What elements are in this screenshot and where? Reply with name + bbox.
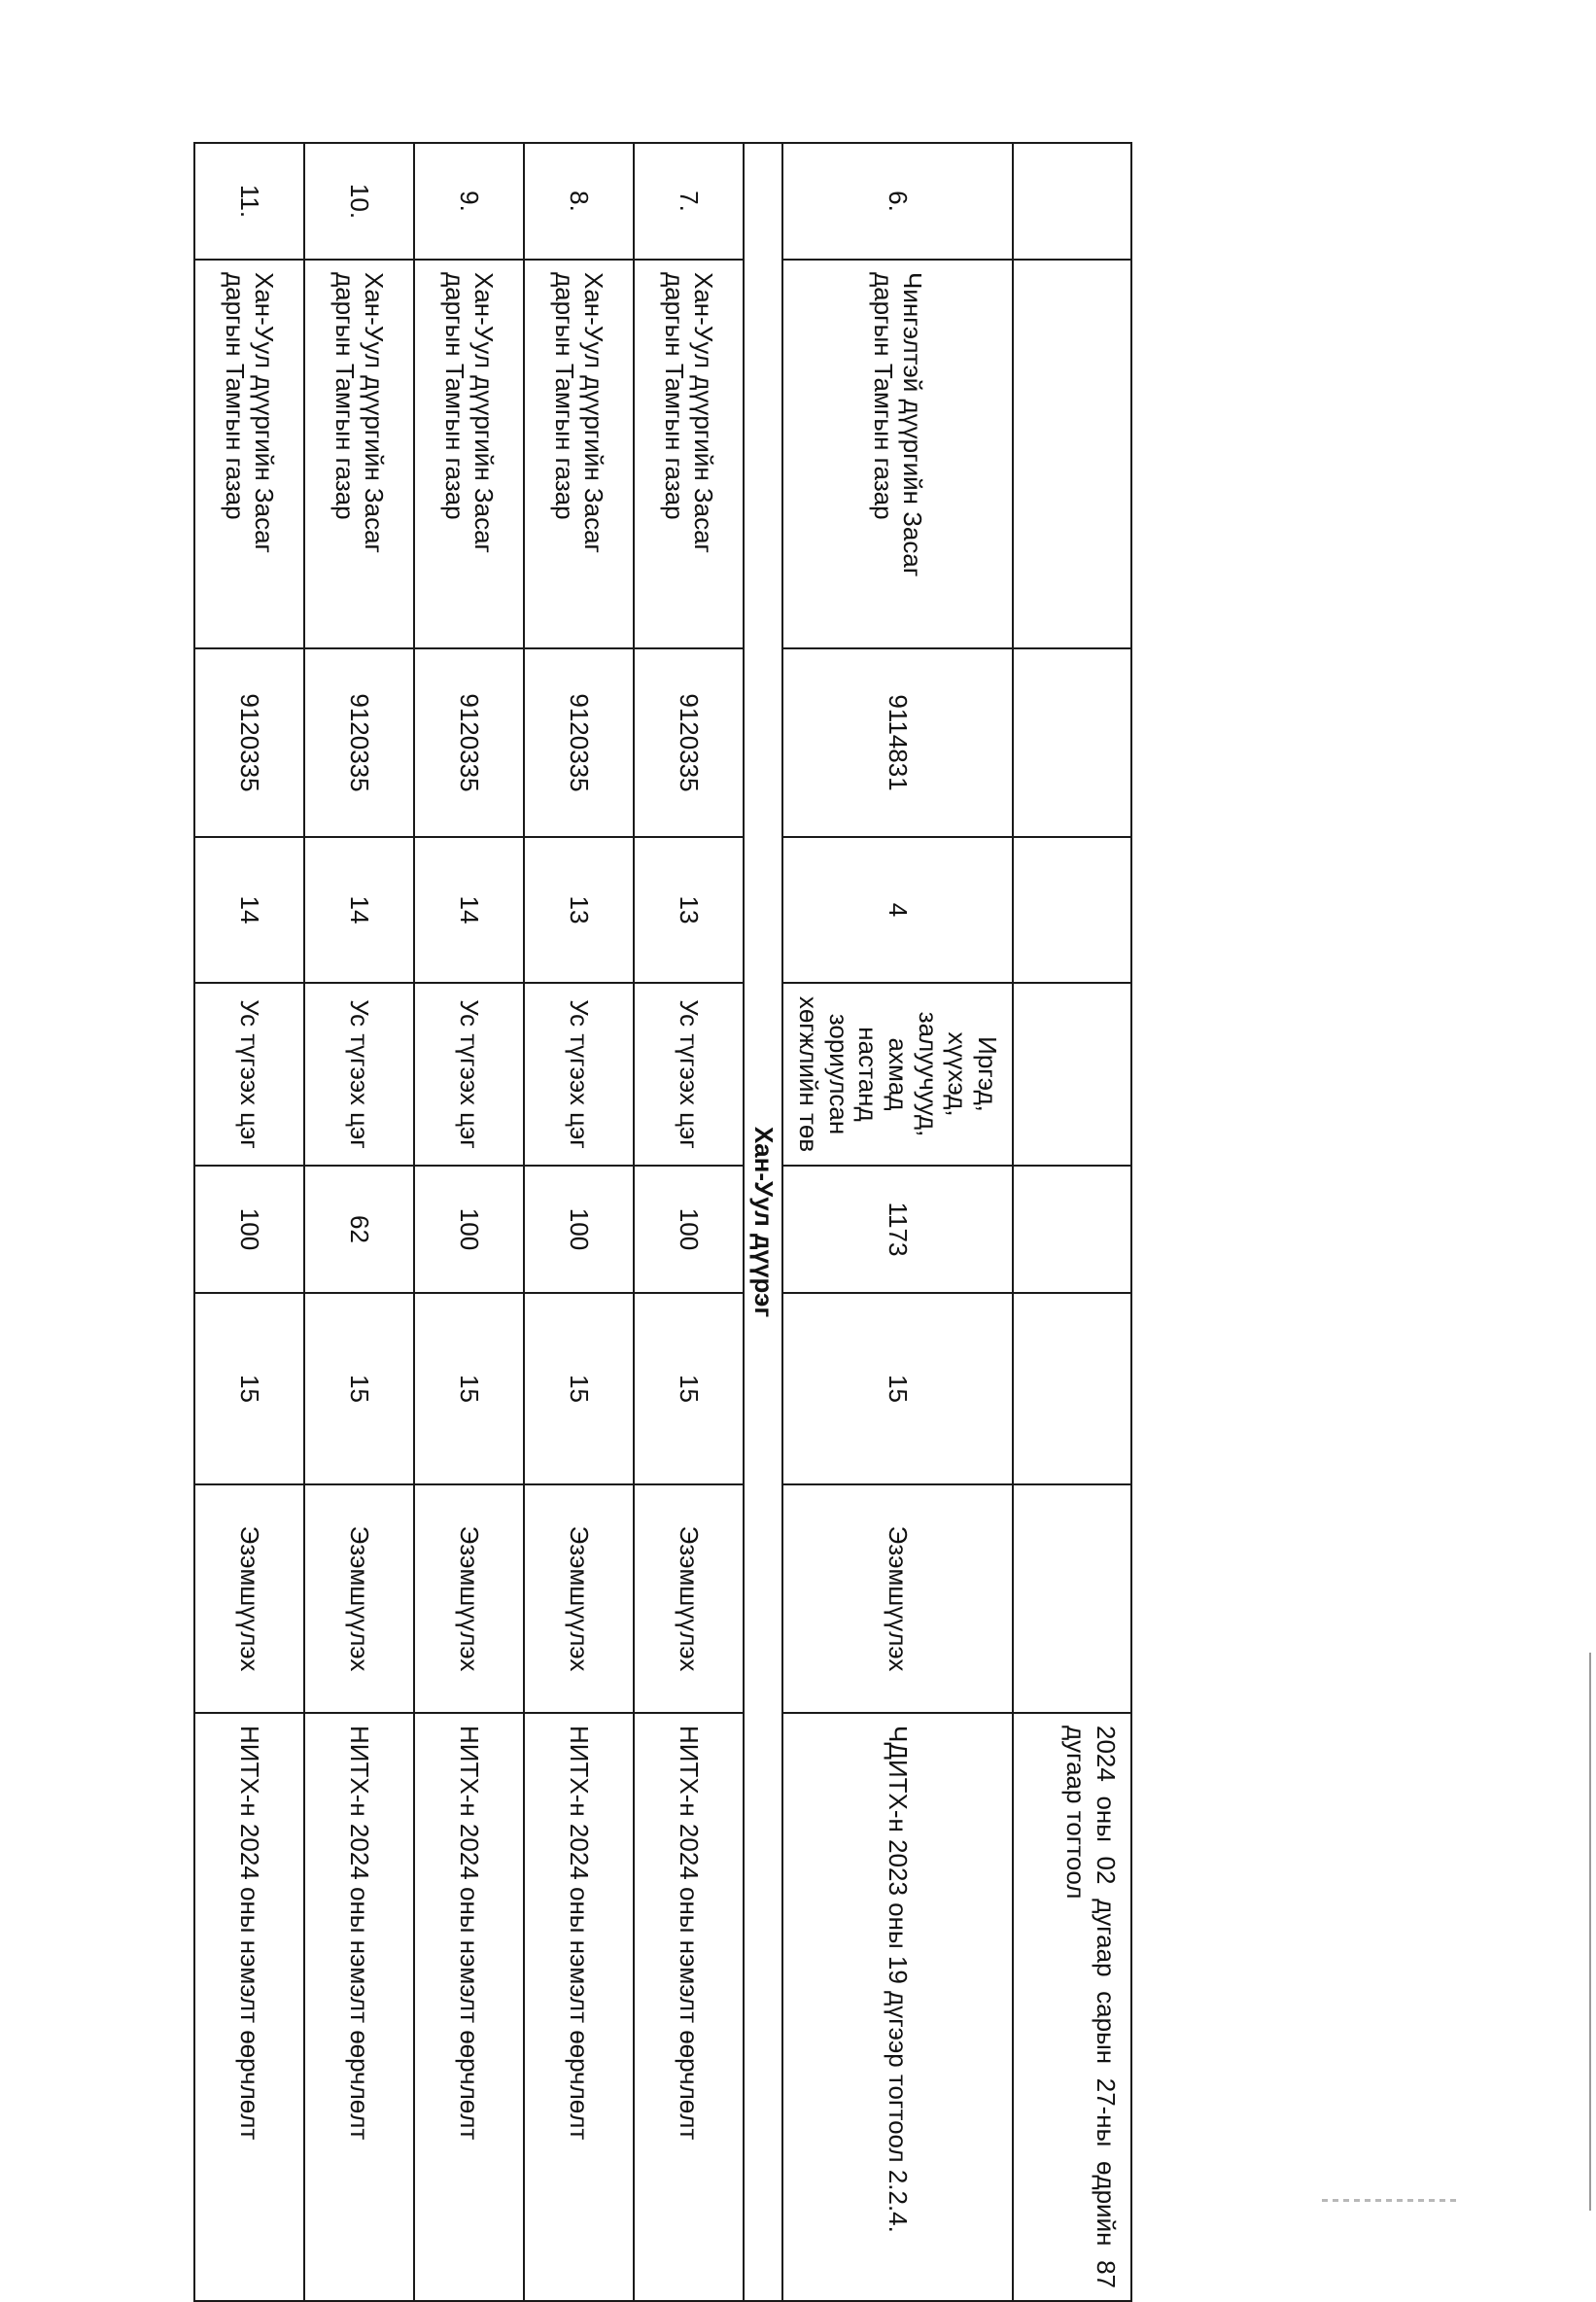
table-row (414, 143, 524, 2301)
cell-decision: ЧДИТХ-н 2023 оны 19 дүгээр тогтоол 2.2.4. (782, 1713, 1013, 2301)
cell-organization: Хан-Уул дүүргийн Засаг даргын Тамгын газар (194, 260, 304, 648)
cell-no: 9. (414, 143, 524, 260)
cell-register: 9120335 (194, 648, 304, 837)
cell-decision: НИТХ-н 2024 оны нэмэлт өөрчлөлт (304, 1713, 414, 2301)
cell-decision: 2024 оны 02 дугаар сарын 27-ны өдрийн 87 дугаар тогтоол (1013, 1713, 1131, 2301)
cell-purpose: Ус түгээх цэг (524, 983, 634, 1166)
cell-register: 9120335 (414, 648, 524, 837)
table-row (304, 143, 414, 2301)
cell-decision: НИТХ-н 2024 оны нэмэлт өөрчлөлт (414, 1713, 524, 2301)
cell-register: 9120335 (524, 648, 634, 837)
cell-no: 6. (782, 143, 1013, 260)
cell-organization: Чингэлтэй дүүргийн Засаг даргын Тамгын газар (782, 260, 1013, 648)
cell-area: 100 (524, 1166, 634, 1293)
table-row (634, 143, 744, 2301)
cell-no: 10. (304, 143, 414, 260)
cell-code: 13 (524, 837, 634, 983)
cell-purpose: Ус түгээх цэг (194, 983, 304, 1166)
cell-code: 13 (634, 837, 744, 983)
cell-code: 14 (194, 837, 304, 983)
cell-years: 15 (194, 1293, 304, 1484)
cell-decision: НИТХ-н 2024 оны нэмэлт өөрчлөлт (524, 1713, 634, 2301)
cell-no: 7. (634, 143, 744, 260)
cell-organization: Хан-Уул дүүргийн Засаг даргын Тамгын газар (524, 260, 634, 648)
cell-right: Эзэмшүүлэх (634, 1484, 744, 1713)
cell-organization: Хан-Уул дүүргийн Засаг даргын Тамгын газар (634, 260, 744, 648)
cell-area (1013, 1166, 1131, 1293)
scan-artifact (1322, 2199, 1458, 2202)
cell-purpose: Ус түгээх цэг (304, 983, 414, 1166)
cell-right: Эзэмшүүлэх (304, 1484, 414, 1713)
cell-no (1013, 143, 1131, 260)
table-row-6 (782, 143, 1013, 2301)
cell-years: 15 (634, 1293, 744, 1484)
cell-area: 100 (194, 1166, 304, 1293)
cell-purpose: Ус түгээх цэг (634, 983, 744, 1166)
cell-right: Эзэмшүүлэх (782, 1484, 1013, 1713)
cell-purpose (1013, 983, 1131, 1166)
land-allocation-table (193, 142, 1132, 2302)
cell-no: 11. (194, 143, 304, 260)
cell-code: 14 (414, 837, 524, 983)
table-row-previous (1013, 143, 1131, 2301)
cell-right: Эзэмшүүлэх (194, 1484, 304, 1713)
cell-register (1013, 648, 1131, 837)
cell-code: 4 (782, 837, 1013, 983)
cell-area: 1173 (782, 1166, 1013, 1293)
table-row (524, 143, 634, 2301)
cell-years: 15 (782, 1293, 1013, 1484)
cell-register: 9120335 (304, 648, 414, 837)
scan-edge-line (1589, 1653, 1591, 2211)
cell-right: Эзэмшүүлэх (524, 1484, 634, 1713)
district-header-row (744, 143, 782, 2301)
table-row (194, 143, 304, 2301)
rotated-table-wrapper (170, 142, 1132, 2300)
cell-organization: Хан-Уул дүүргийн Засаг даргын Тамгын газар (414, 260, 524, 648)
cell-decision: НИТХ-н 2024 оны нэмэлт өөрчлөлт (194, 1713, 304, 2301)
cell-purpose: Ус түгээх цэг (414, 983, 524, 1166)
cell-register: 9120335 (634, 648, 744, 837)
cell-purpose: Иргэд, хүүхэд, залуучууд, ахмад настанд зориулсан хөгжлийн төв (782, 983, 1013, 1166)
cell-area: 100 (634, 1166, 744, 1293)
cell-register: 9114831 (782, 648, 1013, 837)
cell-no: 8. (524, 143, 634, 260)
cell-area: 100 (414, 1166, 524, 1293)
cell-years (1013, 1293, 1131, 1484)
cell-decision: НИТХ-н 2024 оны нэмэлт өөрчлөлт (634, 1713, 744, 2301)
cell-years: 15 (304, 1293, 414, 1484)
cell-years: 15 (524, 1293, 634, 1484)
cell-organization: Хан-Уул дүүргийн Засаг даргын Тамгын газар (304, 260, 414, 648)
cell-years: 15 (414, 1293, 524, 1484)
cell-organization (1013, 260, 1131, 648)
cell-right (1013, 1484, 1131, 1713)
cell-area: 62 (304, 1166, 414, 1293)
district-title: Хан-Уул дүүрэг (744, 143, 782, 2301)
cell-code (1013, 837, 1131, 983)
cell-code: 14 (304, 837, 414, 983)
cell-right: Эзэмшүүлэх (414, 1484, 524, 1713)
